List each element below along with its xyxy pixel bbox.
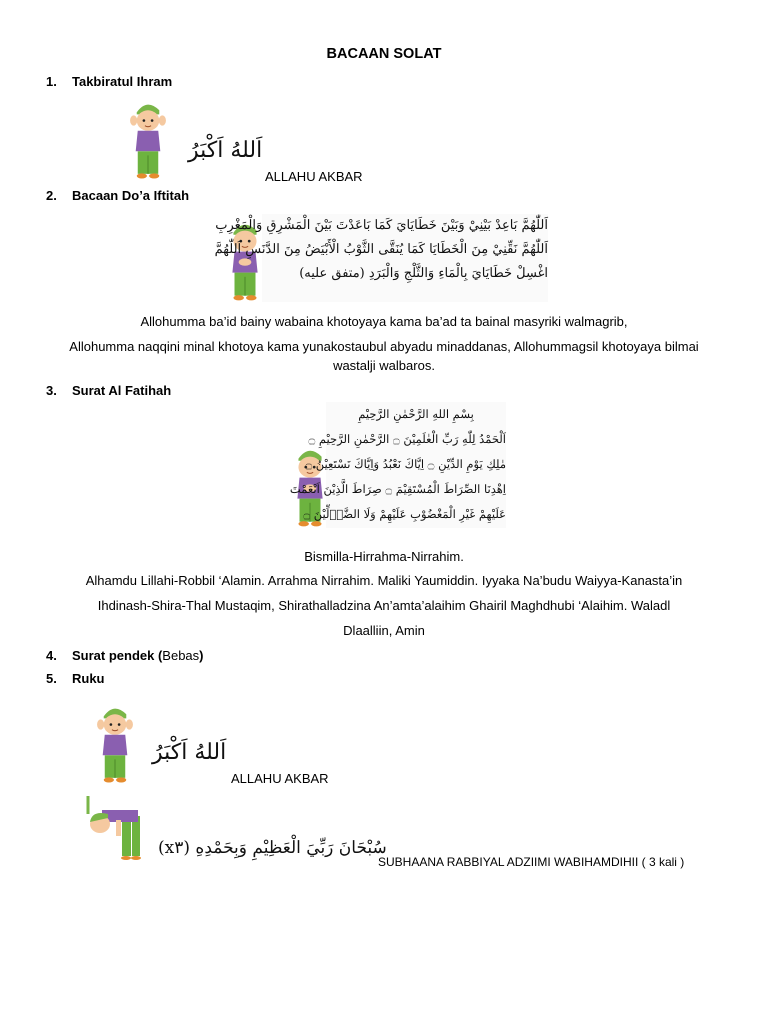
- arabic-line: مٰلِكِ يَوْمِ الدِّيْنِ ۝ اِيَّاكَ نَعْبُدُ وَاِيَّاكَ نَسْتَعِيْنُ ۝: [305, 457, 506, 471]
- arabic-line: اَلْحَمْدُ لِلّٰهِ رَبِّ الْعٰلَمِيْنَ ۝ الرَّحْمٰنِ الرَّحِيْمِ ۝: [308, 432, 506, 446]
- section-title-end: ): [199, 648, 204, 663]
- fatihah-latin-line-3: Ihdinash-Shira-Thal Mustaqim, Shirathalladzina An’amta’alaihim Ghairil Maghdhubi ‘Alaihim. Waladl: [97, 598, 671, 613]
- fatihah-arabic: [289, 402, 506, 528]
- section-title: Takbiratul Ihram: [72, 74, 173, 89]
- arabic-line: اغْسِلْ خَطَايَايَ بِالْمَاءِ وَالثَّلْجِ وَالْبَرَدِ (متفق عليه): [299, 266, 548, 281]
- section-number: 5.: [46, 671, 57, 686]
- iftitah-latin-line-2: Allohumma naqqini minal khotoya kama yunakostaubul abyadu minaddanas, Allohummagsil khotoyaya bilmai: [69, 339, 699, 354]
- arabic-line: بِسْمِ اللهِ الرَّحْمٰنِ الرَّحِيْمِ: [358, 407, 474, 421]
- section-1-heading: [46, 74, 172, 89]
- section-number: 1.: [46, 74, 57, 89]
- section-title: Surat Al Fatihah: [72, 383, 172, 398]
- arabic-line: اَللّٰهُمَّ بَاعِدْ بَيْنِيْ وَبَيْنَ خَطَايَايَ كَمَا بَاعَدْتَ بَيْنَ الْمَشْرِقِ وَالْمَغْرِبِ: [215, 218, 548, 233]
- section-5-heading: [46, 671, 105, 686]
- section-2-heading: [46, 188, 189, 203]
- takbir-arabic: اَللهُ اَكْبَرُ: [188, 138, 263, 163]
- takbir-figure-icon: [94, 702, 136, 784]
- section-number: 4.: [46, 648, 57, 663]
- section-3-heading: [46, 383, 171, 398]
- fatihah-latin-line-2: Alhamdu Lillahi-Robbil ‘Alamin. Arrahma Nirrahim. Maliki Yaumiddin. Iyyaka Na’budu Waiyya-Kanasta’in: [85, 573, 683, 588]
- ruku-takbir-arabic: اَللهُ اَكْبَرُ: [152, 740, 227, 765]
- arabic-line: اِهْدِنَا الصِّرَاطَ الْمُسْتَقِيْمَ ۝ صِرَاطَ الَّذِيْنَ اَنْعَمْتَ: [289, 482, 506, 496]
- iftitah-arabic: [214, 214, 548, 302]
- ruku-tasbih-latin: SUBHAANA RABBIYAL ADZIIMI WABIHAMDIHII ( 3 kali ): [378, 855, 685, 869]
- section-4-heading: [46, 648, 204, 663]
- section-title-plain: Bebas: [162, 648, 200, 663]
- iftitah-latin-line-1: Allohumma ba’id bainy wabaina khotoyaya kama ba’ad ta bainal masyriki walmagrib,: [140, 314, 628, 329]
- takbir-figure-icon: [126, 98, 170, 180]
- iftitah-latin-line-3: wastalji walbaros.: [333, 358, 435, 373]
- fatihah-latin-line-1: Bismilla-Hirrahma-Nirrahim.: [304, 549, 464, 564]
- section-title: Ruku: [72, 671, 105, 686]
- page-title: BACAAN SOLAT: [326, 46, 442, 62]
- arabic-line: اَللّٰهُمَّ نَقِّنِيْ مِنَ الْخَطَايَا كَمَا يُنَقَّى الثَّوْبُ الْأَبْيَضُ مِنَ الدَّنَسِ اَللّٰهُمَّ: [214, 242, 548, 257]
- section-title: Surat pendek (: [72, 648, 163, 663]
- ruku-takbir-latin: ALLAHU AKBAR: [231, 771, 329, 786]
- ruku-tasbih-arabic: [158, 838, 387, 858]
- section-number: 2.: [46, 188, 57, 203]
- tasbih-text: سُبْحَانَ رَبِّيَ الْعَظِيْمِ وَبِحَمْدِهِ: [195, 838, 387, 858]
- section-title: Bacaan Do’a Iftitah: [72, 188, 190, 203]
- ruku-figure-icon: [88, 796, 144, 860]
- takbir-latin: ALLAHU AKBAR: [265, 169, 363, 184]
- section-number: 3.: [46, 383, 57, 398]
- tasbih-count: (x٣): [158, 838, 190, 858]
- arabic-line: عَلَيْهِمْ غَيْرِ الْمَغْضُوْبِ عَلَيْهِمْ وَلَا الضَّاۤلِّيْنَ ۝: [303, 507, 506, 521]
- fatihah-latin-line-4: Dlaalliin, Amin: [343, 623, 425, 638]
